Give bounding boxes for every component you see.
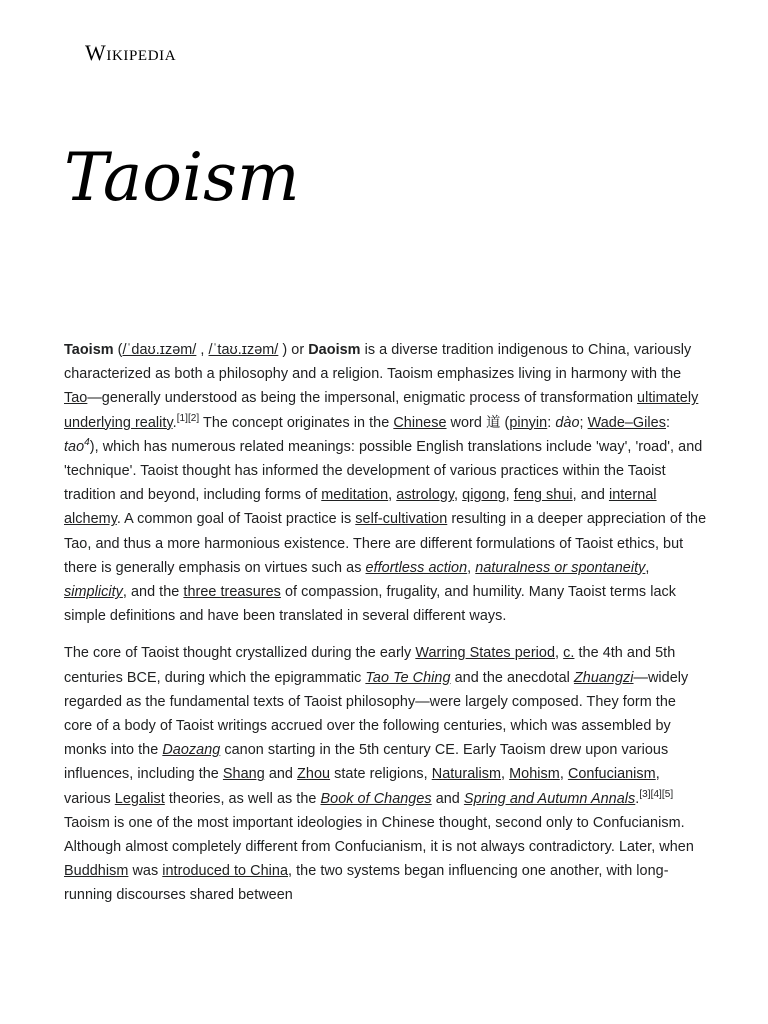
- ref-4[interactable]: [4]: [650, 788, 662, 800]
- link-chinese[interactable]: Chinese: [393, 414, 447, 431]
- link-tao-te-ching[interactable]: Tao Te Ching: [365, 669, 451, 686]
- link-introduced-to-china[interactable]: introduced to China: [162, 863, 289, 880]
- link-tao[interactable]: Tao: [64, 390, 88, 407]
- link-self-cultivation[interactable]: self-cultivation: [355, 511, 448, 528]
- link-warring-states-period[interactable]: Warring States period: [415, 645, 556, 662]
- ref-2[interactable]: [2]: [187, 412, 200, 424]
- link-circa[interactable]: c.: [563, 645, 575, 662]
- page-title: Taoism: [64, 139, 300, 216]
- article-body: [64, 338, 708, 921]
- link-confucianism[interactable]: Confucianism: [567, 766, 656, 783]
- ref-5[interactable]: [5]: [661, 788, 674, 800]
- link-buddhism[interactable]: Buddhism: [64, 863, 129, 880]
- link-book-of-changes[interactable]: Book of Changes: [320, 790, 432, 807]
- link-simplicity[interactable]: simplicity: [64, 584, 123, 601]
- ref-1[interactable]: [1]: [176, 412, 188, 424]
- link-astrology[interactable]: astrology: [396, 487, 455, 504]
- link-spring-and-autumn-annals[interactable]: Spring and Autumn Annals: [463, 790, 636, 807]
- link-pinyin[interactable]: pinyin: [509, 414, 548, 431]
- paragraph-intro: Taoism (/ˈdaʊ.ɪzəm/ , /ˈtaʊ.ɪzəm/ ) or Daoism is a diverse tradition indigenous to China, variously characterized as both a philosophy and a religion. Taoism emphasizes living in harmony with the Tao—generally understood as being the impersonal, enigmatic process of transformation ultimately underlying reality.[1][2] The concept originates in the Chinese word 道 (pinyin: dào; Wade–Giles: tao$^4$), which has numerous related meanings: possible English translations include 'way', 'road', and 'technique'. Taoist thought has informed the development of various practices within the Taoist tradition and beyond, including forms of meditation, astrology, qigong, feng shui, and internal alchemy. A common goal of Taoist practice is self-cultivation resulting in a deeper appreciation of the Tao, and thus a more harmonious existence. There are different formulations of Taoist ethics, but there is generally emphasis on virtues such as effortless action, naturalness or spontaneity, simplicity, and the three treasures of compassion, frugality, and humility. Many Taoist terms lack simple definitions and have been translated in several different ways.: [64, 342, 707, 625]
- link-effortless-action[interactable]: effortless action: [365, 559, 468, 576]
- link-internal-alchemy[interactable]: internal alchemy: [64, 487, 657, 528]
- link-shang[interactable]: Shang: [222, 766, 265, 783]
- link-ipa-tau[interactable]: /ˈtaʊ.ɪzəm/: [208, 342, 279, 358]
- link-ultimately-underlying-reality[interactable]: ultimately underlying reality: [64, 390, 699, 431]
- link-daozang[interactable]: Daozang: [162, 742, 221, 759]
- link-three-treasures[interactable]: three treasures: [183, 584, 281, 601]
- link-zhuangzi[interactable]: Zhuangzi: [573, 669, 634, 686]
- link-naturalness[interactable]: naturalness or spontaneity: [475, 559, 646, 576]
- link-ipa-dau[interactable]: /ˈdaʊ.ɪzəm/: [122, 342, 197, 358]
- paragraph-history: The core of Taoist thought crystallized during the early Warring States period, c. the 4th and 5th centuries BCE, during which the epigrammatic Tao Te Ching and the anecdotal Zhuangzi—widely regarded as the fundamental texts of Taoist philosophy—were largely composed. They form the core of a body of Taoist writings accrued over the following centuries, which was assembled by monks into the Daozang canon starting in the 5th century CE. Early Taoism drew upon various influences, including the Shang and Zhou state religions, Naturalism, Mohism, Confucianism, various Legalist theories, as well as the Book of Changes and Spring and Autumn Annals.[3][4][5] Taoism is one of the most important ideologies in Chinese thought, second only to Confucianism. Although almost completely different from Confucianism, it is not always contradictory. Later, when Buddhism was introduced to China, the two systems began influencing one another, with long-running discourses shared between: [64, 645, 694, 904]
- link-qigong[interactable]: qigong: [462, 487, 506, 504]
- wikipedia-wordmark[interactable]: Wikipedia: [85, 40, 177, 65]
- link-legalist[interactable]: Legalist: [114, 790, 165, 807]
- bold-term-daoism: Daoism: [308, 342, 361, 358]
- link-wade-giles[interactable]: Wade–Giles: [587, 414, 666, 431]
- link-zhou[interactable]: Zhou: [297, 766, 331, 783]
- ref-3[interactable]: [3]: [639, 788, 651, 800]
- link-meditation[interactable]: meditation: [321, 487, 389, 504]
- link-feng-shui[interactable]: feng shui: [513, 487, 573, 504]
- link-naturalism[interactable]: Naturalism: [431, 766, 502, 783]
- link-mohism[interactable]: Mohism: [509, 766, 560, 783]
- bold-term-taoism: Taoism: [64, 342, 114, 358]
